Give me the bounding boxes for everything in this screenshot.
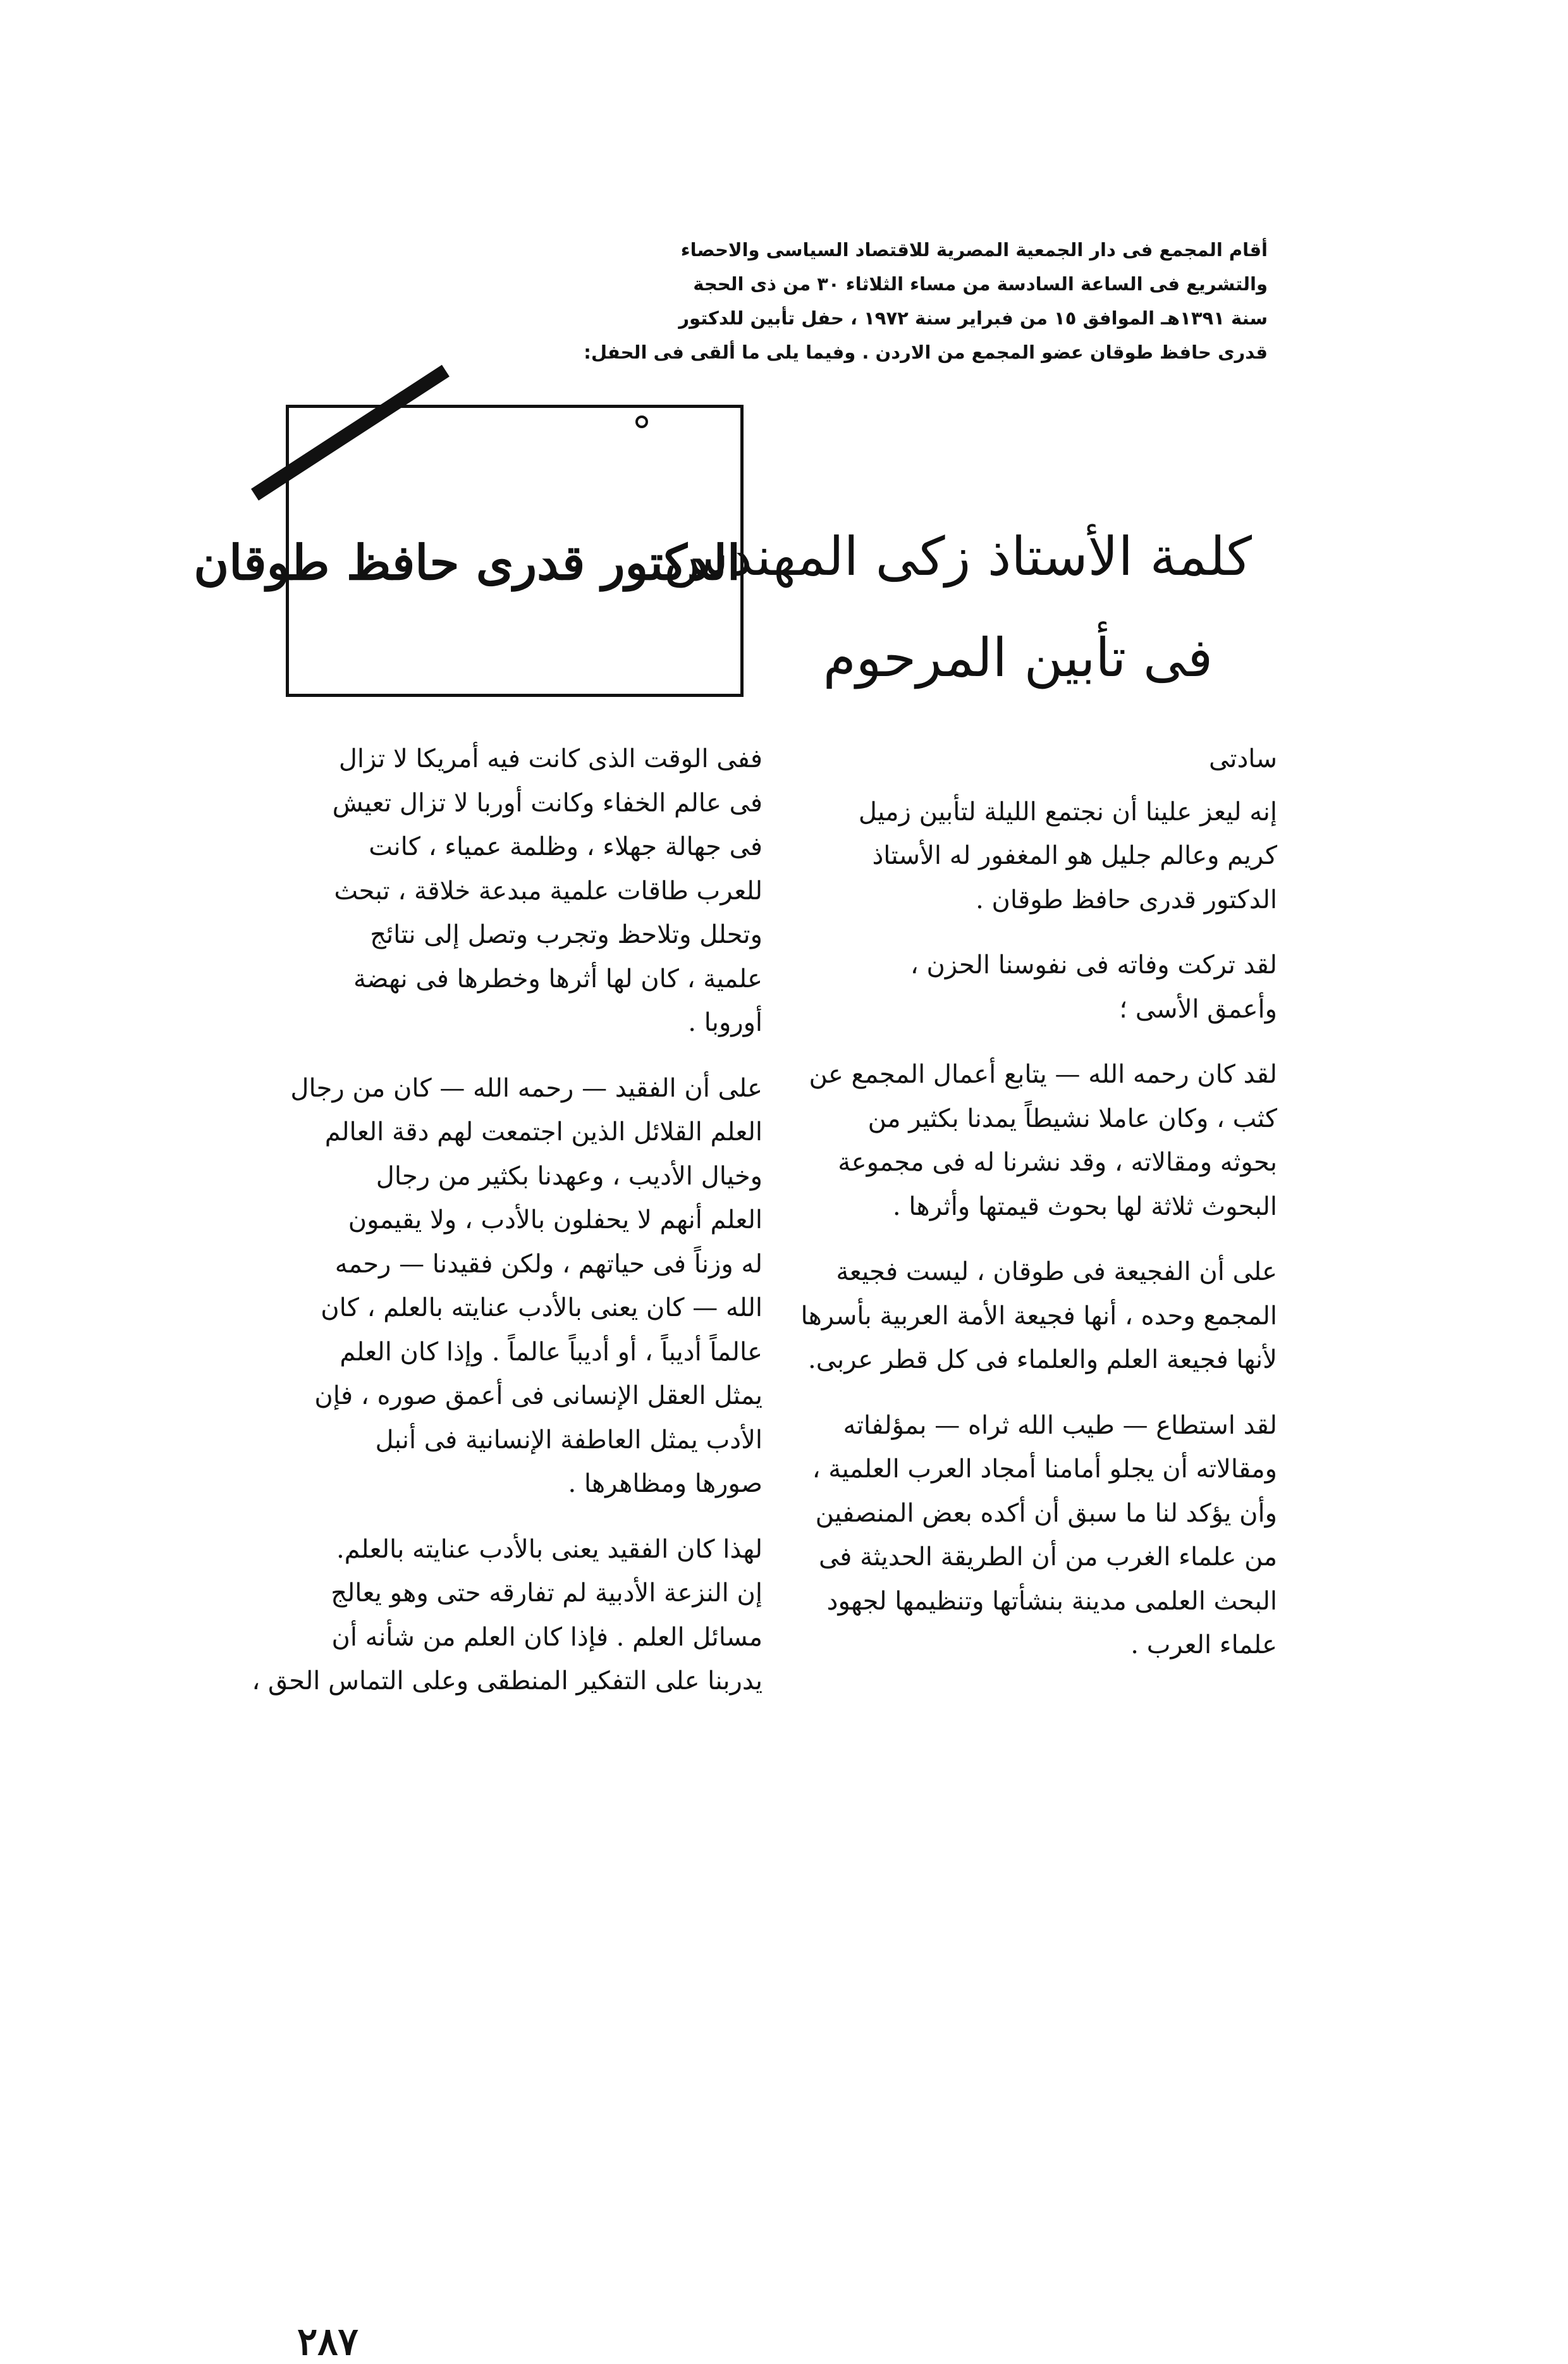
text-line: ففى الوقت الذى كانت فيه أمريكا لا تزال	[338, 744, 763, 773]
deceased-name: الدكتور قدرى حافظ طوقان	[193, 534, 740, 591]
intro-paragraph	[584, 233, 1268, 369]
left-column	[252, 737, 763, 1725]
paragraph	[800, 1250, 1277, 1382]
text-line: ومقالاته أن يجلو أمامنا أمجاد العرب العلمية ،	[812, 1455, 1277, 1484]
text-line: فى عالم الخفاء وكانت أوربا لا تزال تعيش	[332, 788, 763, 818]
text-line: كثب ، وكان عاملا نشيطاً يمدنا بكثير من	[867, 1104, 1277, 1133]
text-line: لقد استطاع — طيب الله ثراه — بمؤلفاته	[843, 1410, 1277, 1440]
text-line: البحوث ثلاثة لها بحوث قيمتها وأثرها .	[892, 1191, 1277, 1221]
text-line: الدكتور قدرى حافظ طوقان .	[976, 885, 1277, 914]
paragraph	[286, 1067, 763, 1506]
article-heading	[663, 506, 1252, 708]
text-line: صورها ومظاهرها .	[568, 1469, 763, 1498]
intro-line: سنة ١٣٩١هـ الموافق ١٥ من فبراير سنة ١٩٧٢ ، حفل تأبين للدكتور	[678, 307, 1268, 329]
text-line: علمية ، كان لها أثرها وخطرها فى نهضة	[353, 964, 763, 994]
intro-line: أقام المجمع فى دار الجمعية المصرية للاقتصاد السياسى والاحصاء	[680, 239, 1268, 261]
text-line: على أن الفجيعة فى طوقان ، ليست فجيعة	[836, 1257, 1277, 1286]
mourning-band	[251, 365, 450, 501]
text-line: الله — كان يعنى بالأدب عنايته بالعلم ، كان	[321, 1293, 763, 1322]
text-line: لأنها فجيعة العلم والعلماء فى كل قطر عربى.	[808, 1345, 1277, 1374]
text-line: إنه ليعز علينا أن نجتمع الليلة لتأبين زميل	[858, 797, 1277, 827]
text-line: المجمع وحده ، أنها فجيعة الأمة العربية بأسرها	[800, 1301, 1277, 1331]
paragraph	[809, 1053, 1277, 1229]
text-line: له وزناً فى حياتهم ، ولكن فقيدنا — رحمه	[334, 1249, 763, 1279]
text-line: العلم القلائل الذين اجتمعت لهم دقة العالم	[324, 1117, 763, 1147]
intro-line: قدرى حافظ طوقان عضو المجمع من الاردن . وفيما يلى ما ألقى فى الحفل:	[584, 342, 1268, 363]
text-line: العلم أنهم لا يحفلون بالأدب ، ولا يقيمون	[348, 1205, 763, 1234]
text-line: لقد تركت وفاته فى نفوسنا الحزن ،	[910, 951, 1277, 980]
text-line: للعرب طاقات علمية مبدعة خلاقة ، تبحث	[334, 876, 763, 906]
salutation: سادتى	[1209, 744, 1277, 773]
heading-line: كلمة الأستاذ زكى المهندس	[663, 526, 1252, 588]
text-line: إن النزعة الأدبية لم تفارقه حتى وهو يعالج	[331, 1579, 763, 1608]
text-line: على أن الفقيد — رحمه الله — كان من رجال	[290, 1073, 763, 1103]
heading-line: فى تأبين المرحوم	[823, 627, 1213, 689]
text-line: البحث العلمى مدينة بنشأتها وتنظيمها لجهود	[826, 1586, 1277, 1616]
text-line: يمثل العقل الإنسانى فى أعمق صوره ، فإن	[314, 1381, 763, 1410]
text-line: وأن يؤكد لنا ما سبق أن أكده بعض المنصفين	[815, 1498, 1277, 1528]
paragraph	[286, 737, 763, 1045]
page-number: ٢٨٧	[297, 2320, 358, 2364]
text-line: مسائل العلم . فإذا كان العلم من شأنه أن	[331, 1622, 763, 1652]
text-line: كريم وعالم جليل هو المغفور له الأستاذ	[872, 841, 1277, 870]
text-line: فى جهالة جهلاء ، وظلمة عمياء ، كانت	[369, 832, 763, 861]
text-line: علماء العرب .	[1130, 1630, 1277, 1659]
intro-line: والتشريع فى الساعة السادسة من مساء الثلاثاء ٣٠ من ذى الحجة	[693, 273, 1268, 295]
text-line: يدربنا على التفكير المنطقى وعلى التماس الحق ،	[252, 1666, 763, 1696]
paragraph	[809, 1404, 1277, 1668]
ribbon-knot-icon	[635, 416, 648, 428]
text-line: الأدب يمثل العاطفة الإنسانية فى أنبل	[375, 1425, 763, 1455]
text-line: عالماً أديباً ، أو أديباً عالماً . وإذا كان العلم	[340, 1337, 763, 1367]
text-line: وأعمق الأسى ؛	[1119, 994, 1277, 1024]
text-line: أوروبا .	[688, 1008, 763, 1037]
paragraph	[809, 944, 1277, 1031]
text-line: لهذا كان الفقيد يعنى بالأدب عنايته بالعلم.	[336, 1534, 763, 1564]
right-column	[800, 737, 1277, 1689]
text-line: وتحلل وتلاحظ وتجرب وتصل إلى نتائج	[370, 920, 763, 949]
text-line: لقد كان رحمه الله — يتابع أعمال المجمع عن	[809, 1060, 1277, 1089]
text-line: من علماء الغرب من أن الطريقة الحديثة فى	[818, 1542, 1277, 1572]
text-line: وخيال الأديب ، وعهدنا بكثير من رجال	[376, 1161, 763, 1191]
text-line: بحوثه ومقالاته ، وقد نشرنا له فى مجموعة	[838, 1148, 1277, 1177]
paragraph	[809, 791, 1277, 923]
paragraph	[252, 1528, 763, 1704]
